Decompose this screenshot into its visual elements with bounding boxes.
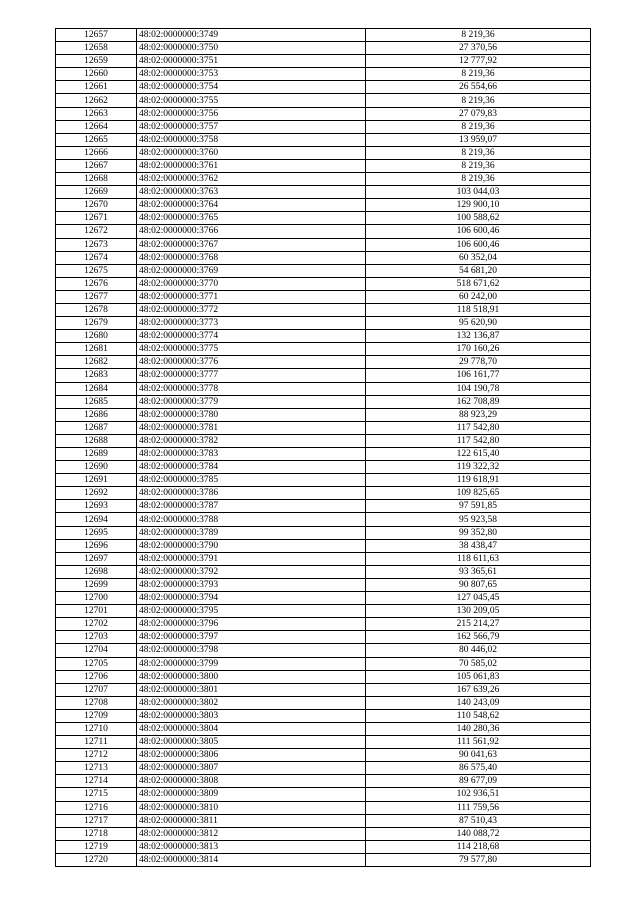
row-number-cell: 12674: [56, 251, 137, 264]
table-row: [56, 42, 591, 55]
row-number-cell: 12667: [56, 159, 137, 172]
cadastral-number-cell: 48:02:0000000:3758: [137, 133, 366, 146]
row-number-cell: 12683: [56, 369, 137, 382]
table-row: [56, 578, 591, 591]
table-row: [56, 159, 591, 172]
cadastral-number-cell: 48:02:0000000:3789: [137, 526, 366, 539]
cadastral-value-cell: 29 778,70: [366, 356, 591, 369]
row-number-cell: 12686: [56, 408, 137, 421]
cadastral-number-cell: 48:02:0000000:3779: [137, 395, 366, 408]
cadastral-number-cell: 48:02:0000000:3812: [137, 827, 366, 840]
table-row: [56, 238, 591, 251]
row-number-cell: 12669: [56, 186, 137, 199]
table-row: [56, 500, 591, 513]
row-number-cell: 12705: [56, 657, 137, 670]
row-number-cell: 12718: [56, 827, 137, 840]
cadastral-number-cell: 48:02:0000000:3768: [137, 251, 366, 264]
cadastral-number-cell: 48:02:0000000:3772: [137, 303, 366, 316]
cadastral-number-cell: 48:02:0000000:3777: [137, 369, 366, 382]
table-row: [56, 448, 591, 461]
cadastral-value-cell: 93 365,61: [366, 565, 591, 578]
cadastral-number-cell: 48:02:0000000:3770: [137, 277, 366, 290]
cadastral-number-cell: 48:02:0000000:3807: [137, 762, 366, 775]
cadastral-number-cell: 48:02:0000000:3762: [137, 173, 366, 186]
row-number-cell: 12670: [56, 199, 137, 212]
cadastral-value-cell: 99 352,80: [366, 526, 591, 539]
cadastral-number-cell: 48:02:0000000:3808: [137, 775, 366, 788]
row-number-cell: 12678: [56, 303, 137, 316]
table-row: [56, 513, 591, 526]
row-number-cell: 12680: [56, 330, 137, 343]
table-row: [56, 395, 591, 408]
cadastral-number-cell: 48:02:0000000:3795: [137, 605, 366, 618]
table-row: [56, 696, 591, 709]
cadastral-number-cell: 48:02:0000000:3754: [137, 81, 366, 94]
cadastral-value-cell: 130 209,05: [366, 605, 591, 618]
row-number-cell: 12687: [56, 421, 137, 434]
cadastral-number-cell: 48:02:0000000:3805: [137, 736, 366, 749]
cadastral-number-cell: 48:02:0000000:3809: [137, 788, 366, 801]
table-row: [56, 565, 591, 578]
cadastral-value-cell: 95 620,90: [366, 317, 591, 330]
table-row: [56, 277, 591, 290]
cadastral-number-cell: 48:02:0000000:3765: [137, 212, 366, 225]
cadastral-number-cell: 48:02:0000000:3761: [137, 159, 366, 172]
cadastral-value-cell: 27 370,56: [366, 42, 591, 55]
cadastral-number-cell: 48:02:0000000:3775: [137, 343, 366, 356]
cadastral-number-cell: 48:02:0000000:3767: [137, 238, 366, 251]
row-number-cell: 12719: [56, 840, 137, 853]
cadastral-number-cell: 48:02:0000000:3781: [137, 421, 366, 434]
row-number-cell: 12671: [56, 212, 137, 225]
cadastral-value-cell: 102 936,51: [366, 788, 591, 801]
row-number-cell: 12689: [56, 448, 137, 461]
cadastral-value-cell: 114 218,68: [366, 840, 591, 853]
cadastral-value-cell: 110 548,62: [366, 709, 591, 722]
cadastral-number-cell: 48:02:0000000:3782: [137, 434, 366, 447]
table-row: [56, 788, 591, 801]
cadastral-number-cell: 48:02:0000000:3794: [137, 592, 366, 605]
cadastral-number-cell: 48:02:0000000:3804: [137, 722, 366, 735]
row-number-cell: 12699: [56, 578, 137, 591]
cadastral-value-cell: 170 160,26: [366, 343, 591, 356]
cadastral-value-cell: 118 518,91: [366, 303, 591, 316]
cadastral-value-cell: 105 061,83: [366, 670, 591, 683]
cadastral-value-cell: 8 219,36: [366, 120, 591, 133]
table-row: [56, 408, 591, 421]
cadastral-number-cell: 48:02:0000000:3757: [137, 120, 366, 133]
table-row: [56, 552, 591, 565]
table-row: [56, 539, 591, 552]
row-number-cell: 12693: [56, 500, 137, 513]
cadastral-value-cell: 140 243,09: [366, 696, 591, 709]
cadastral-value-cell: 90 041,63: [366, 749, 591, 762]
row-number-cell: 12717: [56, 814, 137, 827]
table-row: [56, 461, 591, 474]
row-number-cell: 12697: [56, 552, 137, 565]
row-number-cell: 12690: [56, 461, 137, 474]
row-number-cell: 12662: [56, 94, 137, 107]
cadastral-value-cell: 140 088,72: [366, 827, 591, 840]
cadastral-value-cell: 162 566,79: [366, 631, 591, 644]
cadastral-number-cell: 48:02:0000000:3810: [137, 801, 366, 814]
row-number-cell: 12706: [56, 670, 137, 683]
cadastral-value-cell: 117 542,80: [366, 434, 591, 447]
row-number-cell: 12691: [56, 474, 137, 487]
table-row: [56, 356, 591, 369]
row-number-cell: 12716: [56, 801, 137, 814]
cadastral-value-cell: 8 219,36: [366, 159, 591, 172]
table-row: [56, 618, 591, 631]
table-row: [56, 29, 591, 42]
table-row: [56, 212, 591, 225]
cadastral-value-cell: 119 618,91: [366, 474, 591, 487]
cadastral-value-table: [55, 28, 591, 867]
cadastral-number-cell: 48:02:0000000:3776: [137, 356, 366, 369]
row-number-cell: 12658: [56, 42, 137, 55]
table-row: [56, 264, 591, 277]
cadastral-value-cell: 100 588,62: [366, 212, 591, 225]
row-number-cell: 12664: [56, 120, 137, 133]
row-number-cell: 12708: [56, 696, 137, 709]
table-row: [56, 631, 591, 644]
cadastral-value-cell: 8 219,36: [366, 146, 591, 159]
row-number-cell: 12688: [56, 434, 137, 447]
row-number-cell: 12679: [56, 317, 137, 330]
cadastral-value-cell: 89 677,09: [366, 775, 591, 788]
document-page: [55, 28, 591, 867]
cadastral-value-cell: 86 575,40: [366, 762, 591, 775]
row-number-cell: 12715: [56, 788, 137, 801]
table-row: [56, 592, 591, 605]
cadastral-number-cell: 48:02:0000000:3791: [137, 552, 366, 565]
cadastral-value-cell: 103 044,03: [366, 186, 591, 199]
table-row: [56, 657, 591, 670]
row-number-cell: 12712: [56, 749, 137, 762]
row-number-cell: 12660: [56, 68, 137, 81]
cadastral-value-cell: 60 242,00: [366, 290, 591, 303]
table-row: [56, 199, 591, 212]
cadastral-value-cell: 111 561,92: [366, 736, 591, 749]
cadastral-value-cell: 106 161,77: [366, 369, 591, 382]
row-number-cell: 12707: [56, 683, 137, 696]
row-number-cell: 12713: [56, 762, 137, 775]
row-number-cell: 12661: [56, 81, 137, 94]
row-number-cell: 12675: [56, 264, 137, 277]
cadastral-value-cell: 88 923,29: [366, 408, 591, 421]
row-number-cell: 12666: [56, 146, 137, 159]
table-row: [56, 644, 591, 657]
cadastral-number-cell: 48:02:0000000:3803: [137, 709, 366, 722]
cadastral-number-cell: 48:02:0000000:3773: [137, 317, 366, 330]
cadastral-number-cell: 48:02:0000000:3764: [137, 199, 366, 212]
row-number-cell: 12672: [56, 225, 137, 238]
cadastral-value-cell: 117 542,80: [366, 421, 591, 434]
table-row: [56, 827, 591, 840]
table-row: [56, 186, 591, 199]
cadastral-number-cell: 48:02:0000000:3749: [137, 29, 366, 42]
cadastral-value-cell: 27 079,83: [366, 107, 591, 120]
table-row: [56, 343, 591, 356]
cadastral-value-cell: 104 190,78: [366, 382, 591, 395]
cadastral-number-cell: 48:02:0000000:3763: [137, 186, 366, 199]
table-row: [56, 225, 591, 238]
row-number-cell: 12657: [56, 29, 137, 42]
table-row: [56, 670, 591, 683]
table-body: [56, 29, 591, 867]
cadastral-value-cell: 119 322,32: [366, 461, 591, 474]
row-number-cell: 12692: [56, 487, 137, 500]
row-number-cell: 12710: [56, 722, 137, 735]
table-row: [56, 303, 591, 316]
table-row: [56, 853, 591, 866]
cadastral-value-cell: 109 825,65: [366, 487, 591, 500]
cadastral-number-cell: 48:02:0000000:3814: [137, 853, 366, 866]
row-number-cell: 12668: [56, 173, 137, 186]
cadastral-number-cell: 48:02:0000000:3769: [137, 264, 366, 277]
table-row: [56, 801, 591, 814]
cadastral-value-cell: 140 280,36: [366, 722, 591, 735]
row-number-cell: 12673: [56, 238, 137, 251]
row-number-cell: 12696: [56, 539, 137, 552]
table-row: [56, 81, 591, 94]
cadastral-number-cell: 48:02:0000000:3786: [137, 487, 366, 500]
cadastral-value-cell: 162 708,89: [366, 395, 591, 408]
cadastral-value-cell: 26 554,66: [366, 81, 591, 94]
row-number-cell: 12685: [56, 395, 137, 408]
table-row: [56, 709, 591, 722]
row-number-cell: 12694: [56, 513, 137, 526]
row-number-cell: 12701: [56, 605, 137, 618]
cadastral-value-cell: 70 585,02: [366, 657, 591, 670]
table-row: [56, 120, 591, 133]
table-row: [56, 68, 591, 81]
cadastral-value-cell: 118 611,63: [366, 552, 591, 565]
cadastral-number-cell: 48:02:0000000:3756: [137, 107, 366, 120]
cadastral-value-cell: 38 438,47: [366, 539, 591, 552]
row-number-cell: 12681: [56, 343, 137, 356]
cadastral-value-cell: 79 577,80: [366, 853, 591, 866]
table-row: [56, 146, 591, 159]
cadastral-value-cell: 167 639,26: [366, 683, 591, 696]
cadastral-value-cell: 8 219,36: [366, 94, 591, 107]
table-row: [56, 55, 591, 68]
cadastral-value-cell: 13 959,07: [366, 133, 591, 146]
cadastral-number-cell: 48:02:0000000:3801: [137, 683, 366, 696]
table-row: [56, 474, 591, 487]
cadastral-number-cell: 48:02:0000000:3813: [137, 840, 366, 853]
cadastral-number-cell: 48:02:0000000:3778: [137, 382, 366, 395]
cadastral-number-cell: 48:02:0000000:3774: [137, 330, 366, 343]
cadastral-value-cell: 8 219,36: [366, 29, 591, 42]
cadastral-number-cell: 48:02:0000000:3784: [137, 461, 366, 474]
table-row: [56, 434, 591, 447]
table-row: [56, 330, 591, 343]
cadastral-number-cell: 48:02:0000000:3760: [137, 146, 366, 159]
row-number-cell: 12677: [56, 290, 137, 303]
cadastral-number-cell: 48:02:0000000:3811: [137, 814, 366, 827]
row-number-cell: 12714: [56, 775, 137, 788]
row-number-cell: 12698: [56, 565, 137, 578]
table-row: [56, 94, 591, 107]
cadastral-number-cell: 48:02:0000000:3790: [137, 539, 366, 552]
cadastral-value-cell: 106 600,46: [366, 225, 591, 238]
row-number-cell: 12684: [56, 382, 137, 395]
cadastral-number-cell: 48:02:0000000:3806: [137, 749, 366, 762]
cadastral-number-cell: 48:02:0000000:3751: [137, 55, 366, 68]
cadastral-value-cell: 97 591,85: [366, 500, 591, 513]
cadastral-value-cell: 95 923,58: [366, 513, 591, 526]
cadastral-value-cell: 129 900,10: [366, 199, 591, 212]
cadastral-value-cell: 106 600,46: [366, 238, 591, 251]
cadastral-value-cell: 87 510,43: [366, 814, 591, 827]
table-row: [56, 749, 591, 762]
cadastral-number-cell: 48:02:0000000:3797: [137, 631, 366, 644]
cadastral-number-cell: 48:02:0000000:3792: [137, 565, 366, 578]
cadastral-number-cell: 48:02:0000000:3800: [137, 670, 366, 683]
cadastral-number-cell: 48:02:0000000:3753: [137, 68, 366, 81]
cadastral-value-cell: 215 214,27: [366, 618, 591, 631]
row-number-cell: 12676: [56, 277, 137, 290]
table-row: [56, 605, 591, 618]
table-row: [56, 382, 591, 395]
cadastral-value-cell: 60 352,04: [366, 251, 591, 264]
row-number-cell: 12702: [56, 618, 137, 631]
cadastral-number-cell: 48:02:0000000:3766: [137, 225, 366, 238]
cadastral-number-cell: 48:02:0000000:3785: [137, 474, 366, 487]
cadastral-value-cell: 132 136,87: [366, 330, 591, 343]
table-row: [56, 173, 591, 186]
table-row: [56, 775, 591, 788]
cadastral-value-cell: 8 219,36: [366, 173, 591, 186]
cadastral-value-cell: 111 759,56: [366, 801, 591, 814]
cadastral-number-cell: 48:02:0000000:3787: [137, 500, 366, 513]
cadastral-value-cell: 127 045,45: [366, 592, 591, 605]
table-row: [56, 487, 591, 500]
cadastral-number-cell: 48:02:0000000:3788: [137, 513, 366, 526]
cadastral-number-cell: 48:02:0000000:3771: [137, 290, 366, 303]
cadastral-number-cell: 48:02:0000000:3750: [137, 42, 366, 55]
cadastral-number-cell: 48:02:0000000:3780: [137, 408, 366, 421]
cadastral-number-cell: 48:02:0000000:3755: [137, 94, 366, 107]
table-row: [56, 722, 591, 735]
row-number-cell: 12665: [56, 133, 137, 146]
cadastral-number-cell: 48:02:0000000:3783: [137, 448, 366, 461]
cadastral-value-cell: 90 807,65: [366, 578, 591, 591]
row-number-cell: 12682: [56, 356, 137, 369]
table-row: [56, 290, 591, 303]
cadastral-value-cell: 8 219,36: [366, 68, 591, 81]
table-row: [56, 762, 591, 775]
table-row: [56, 133, 591, 146]
row-number-cell: 12711: [56, 736, 137, 749]
cadastral-value-cell: 12 777,92: [366, 55, 591, 68]
row-number-cell: 12659: [56, 55, 137, 68]
cadastral-value-cell: 80 446,02: [366, 644, 591, 657]
cadastral-number-cell: 48:02:0000000:3802: [137, 696, 366, 709]
table-row: [56, 107, 591, 120]
cadastral-number-cell: 48:02:0000000:3799: [137, 657, 366, 670]
table-row: [56, 369, 591, 382]
table-row: [56, 840, 591, 853]
row-number-cell: 12709: [56, 709, 137, 722]
table-row: [56, 683, 591, 696]
cadastral-value-cell: 122 615,40: [366, 448, 591, 461]
row-number-cell: 12700: [56, 592, 137, 605]
cadastral-number-cell: 48:02:0000000:3793: [137, 578, 366, 591]
row-number-cell: 12663: [56, 107, 137, 120]
row-number-cell: 12704: [56, 644, 137, 657]
table-row: [56, 526, 591, 539]
table-row: [56, 251, 591, 264]
table-row: [56, 736, 591, 749]
cadastral-number-cell: 48:02:0000000:3798: [137, 644, 366, 657]
cadastral-value-cell: 518 671,62: [366, 277, 591, 290]
table-row: [56, 814, 591, 827]
row-number-cell: 12720: [56, 853, 137, 866]
row-number-cell: 12695: [56, 526, 137, 539]
row-number-cell: 12703: [56, 631, 137, 644]
cadastral-value-cell: 54 681,20: [366, 264, 591, 277]
table-row: [56, 317, 591, 330]
table-row: [56, 421, 591, 434]
cadastral-number-cell: 48:02:0000000:3796: [137, 618, 366, 631]
